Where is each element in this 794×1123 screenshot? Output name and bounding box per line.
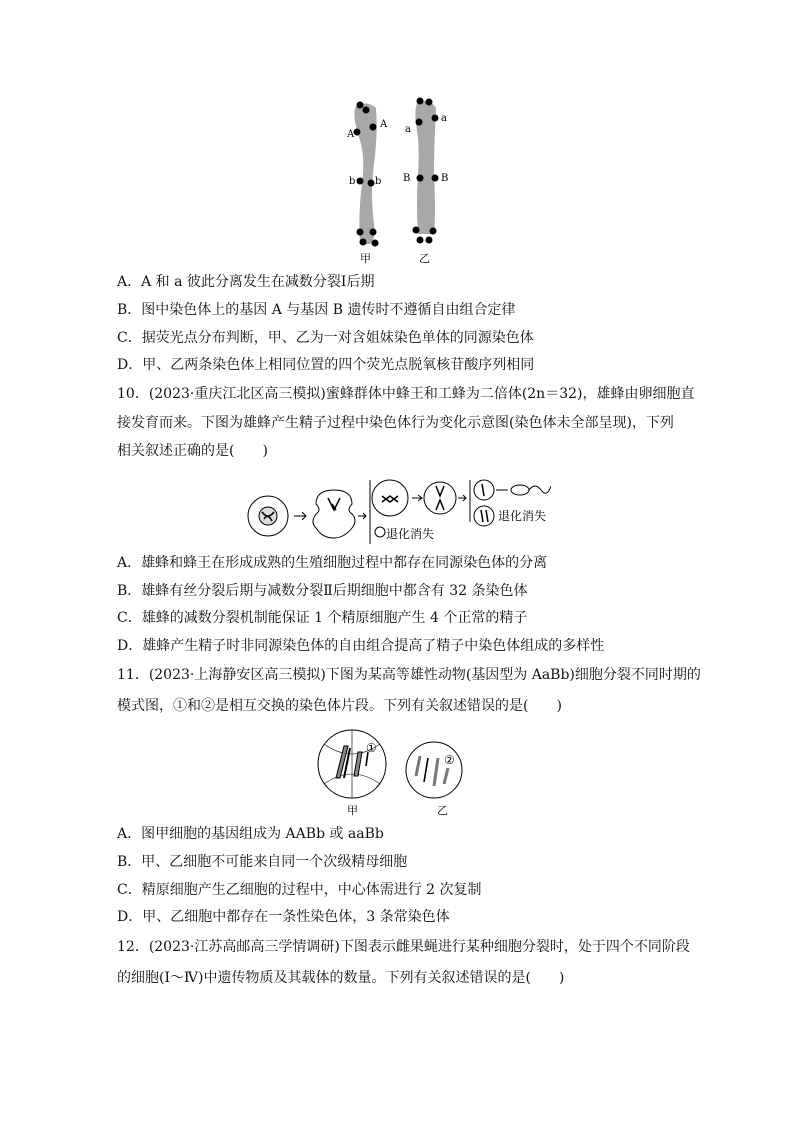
- q10-option-c: C．雄蜂的减数分裂机制能保证 1 个精原细胞产生 4 个正常的精子: [117, 610, 528, 626]
- marker-2: ②: [444, 753, 455, 767]
- chromosome-figure: [340, 94, 460, 266]
- cell-2: [313, 490, 355, 538]
- q10-stem-line-2: 接发育而来。下图为雄蜂产生精子过程中染色体行为变化示意图(染色体未全部呈现)，下列: [117, 415, 674, 431]
- q10-option-d: D．雄蜂产生精子时非同源染色体的自由组合提高了精子中染色体组成的多样性: [117, 638, 605, 654]
- label-gene-A-right: A: [380, 119, 388, 130]
- q11-option-a: A．图甲细胞的基因组成为 AABb 或 aaBb: [117, 826, 384, 842]
- cell-division-figure: [310, 722, 480, 818]
- q10-option-b: B．雄蜂有丝分裂后期与减数分裂Ⅱ后期细胞中都含有 32 条染色体: [117, 583, 528, 599]
- q11-option-c: C．精原细胞产生乙细胞的过程中，中心体需进行 2 次复制: [117, 882, 482, 898]
- q11-option-b: B．甲、乙细胞不可能来自同一个次级精母细胞: [117, 854, 408, 870]
- label-gene-B-right: B: [441, 173, 449, 184]
- label-cell-jia: 甲: [347, 804, 358, 817]
- q11-stem-line-1: 11．(2023·上海静安区高三模拟)下图为某高等雄性动物(基因型为 AaBb)细胞分裂不同时期的: [117, 667, 701, 683]
- q12-stem-line-1: 12．(2023·江苏高邮高三学情调研)下图表示雌果蝇进行某种细胞分裂时，处于四个不同阶段: [117, 939, 690, 955]
- label-jia: 甲: [360, 252, 371, 265]
- q10-stem-line-3: 相关叙述正确的是( ): [117, 443, 268, 459]
- label-yi: 乙: [419, 252, 430, 265]
- q10-stem-line-1: 10．(2023·重庆江北区高三模拟)蜜蜂群体中蜂王和工蜂为二倍体(2n＝32)，雄蜂由卵细胞直: [117, 386, 695, 402]
- q9-option-a: A．A 和 a 彼此分离发生在减数分裂Ⅰ后期: [117, 274, 375, 290]
- q11-option-d: D．甲、乙细胞中都存在一条性染色体，3 条常染色体: [117, 909, 450, 925]
- cell-3: [372, 480, 408, 516]
- cell-6: [474, 506, 494, 526]
- label-gene-a-right: a: [441, 113, 447, 124]
- q9-option-d: D．甲、乙两条染色体上相同位置的四个荧光点脱氧核苷酸序列相同: [117, 357, 535, 373]
- cell-5: [474, 480, 494, 500]
- cell-yi: [406, 742, 462, 798]
- sperm-head: [511, 485, 529, 495]
- label-gene-B-left: B: [403, 173, 411, 184]
- degenerate-label-1: 退化消失: [386, 527, 435, 541]
- q12-stem-line-2: 的细胞(Ⅰ～Ⅳ)中遗传物质及其载体的数量。下列有关叙述错误的是( ): [117, 970, 565, 986]
- marker-1: ①: [366, 741, 377, 755]
- q11-stem-line-2: 模式图，①和②是相互交换的染色体片段。下列有关叙述错误的是( ): [117, 698, 562, 714]
- q10-option-a: A．雄蜂和蜂王在形成成熟的生殖细胞过程中都存在同源染色体的分离: [117, 555, 548, 571]
- q9-option-b: B．图中染色体上的基因 A 与基因 B 遗传时不遵循自由组合定律: [117, 302, 516, 318]
- drone-meiosis-figure: [246, 472, 551, 544]
- degenerate-label-2: 退化消失: [498, 509, 547, 523]
- label-gene-a-left: a: [405, 124, 411, 135]
- label-cell-yi: 乙: [437, 804, 448, 817]
- q9-option-c: C．据荧光点分布判断，甲、乙为一对含姐妹染色单体的同源染色体: [117, 330, 534, 346]
- label-gene-A-left: A: [347, 129, 355, 140]
- label-gene-b-right: b: [375, 176, 382, 187]
- label-gene-b-left: b: [349, 176, 356, 187]
